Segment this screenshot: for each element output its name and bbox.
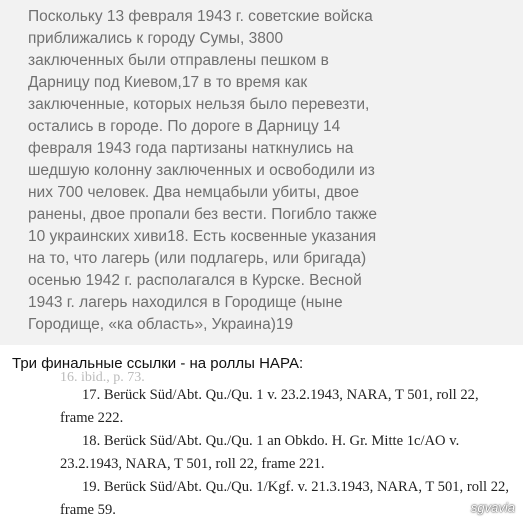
cut-footnote-line: 16. ibid., p. 73. bbox=[60, 370, 145, 385]
text-line: шедшую колонну заключенных и освободили из bbox=[28, 162, 375, 179]
text-line: февраля 1943 года партизаны наткнулись на bbox=[28, 140, 354, 157]
text-line: приближались к городу Сумы, 3800 bbox=[28, 30, 284, 47]
footnotes-list bbox=[60, 384, 509, 522]
text-line: осенью 1942 г. располагался в Курске. Весной bbox=[28, 272, 362, 289]
footnote-line: frame 222. bbox=[60, 410, 124, 426]
text-line: Дарницу под Киевом,17 в то время как bbox=[28, 74, 308, 91]
text-line: остались в городе. По дороге в Дарницу 14 bbox=[28, 118, 341, 135]
text-line: 1943 г. лагерь находился в Городище (ныне bbox=[28, 294, 343, 311]
text-line: заключенные, которых нельзя было перевезти, bbox=[28, 96, 370, 113]
text-line: на то, что лагерь (или подлагерь, или бригада) bbox=[28, 250, 367, 267]
text-line: них 700 человек. Два немцабыли убиты, двое bbox=[28, 184, 360, 201]
text-line: ранены, двое пропали без вести. Погибло также bbox=[28, 206, 377, 223]
text-line: заключенных были отправлены пешком в bbox=[28, 52, 329, 69]
footnote-line: 18. Berück Süd/Abt. Qu./Qu. 1 an Obkdo. H. Gr. Mitte 1c/AO v. bbox=[82, 433, 460, 449]
text-line: Поскольку 13 февраля 1943 г. советские войска bbox=[28, 8, 373, 25]
footnote-line: 17. Berück Süd/Abt. Qu./Qu. 1 v. 23.2.1943, NARA, T 501, roll 22, bbox=[82, 387, 479, 403]
text-line: Городище, «ка область», Украина)19 bbox=[28, 316, 294, 333]
article-paragraph bbox=[28, 6, 508, 336]
text-line: 10 украинских хиви18. Есть косвенные указания bbox=[28, 228, 377, 245]
footnote-line: 23.2.1943, NARA, T 501, roll 22, frame 221. bbox=[60, 456, 325, 472]
footnote-line: 19. Berück Süd/Abt. Qu./Qu. 1/Kgf. v. 21.3.1943, NARA, T 501, roll 22, bbox=[82, 479, 509, 495]
watermark: sgvavia bbox=[470, 500, 515, 515]
caption: Три финальные ссылки - на роллы НАРА: bbox=[12, 355, 304, 372]
footnotes-scan bbox=[0, 370, 523, 521]
footnote-line: frame 59. bbox=[60, 502, 116, 518]
